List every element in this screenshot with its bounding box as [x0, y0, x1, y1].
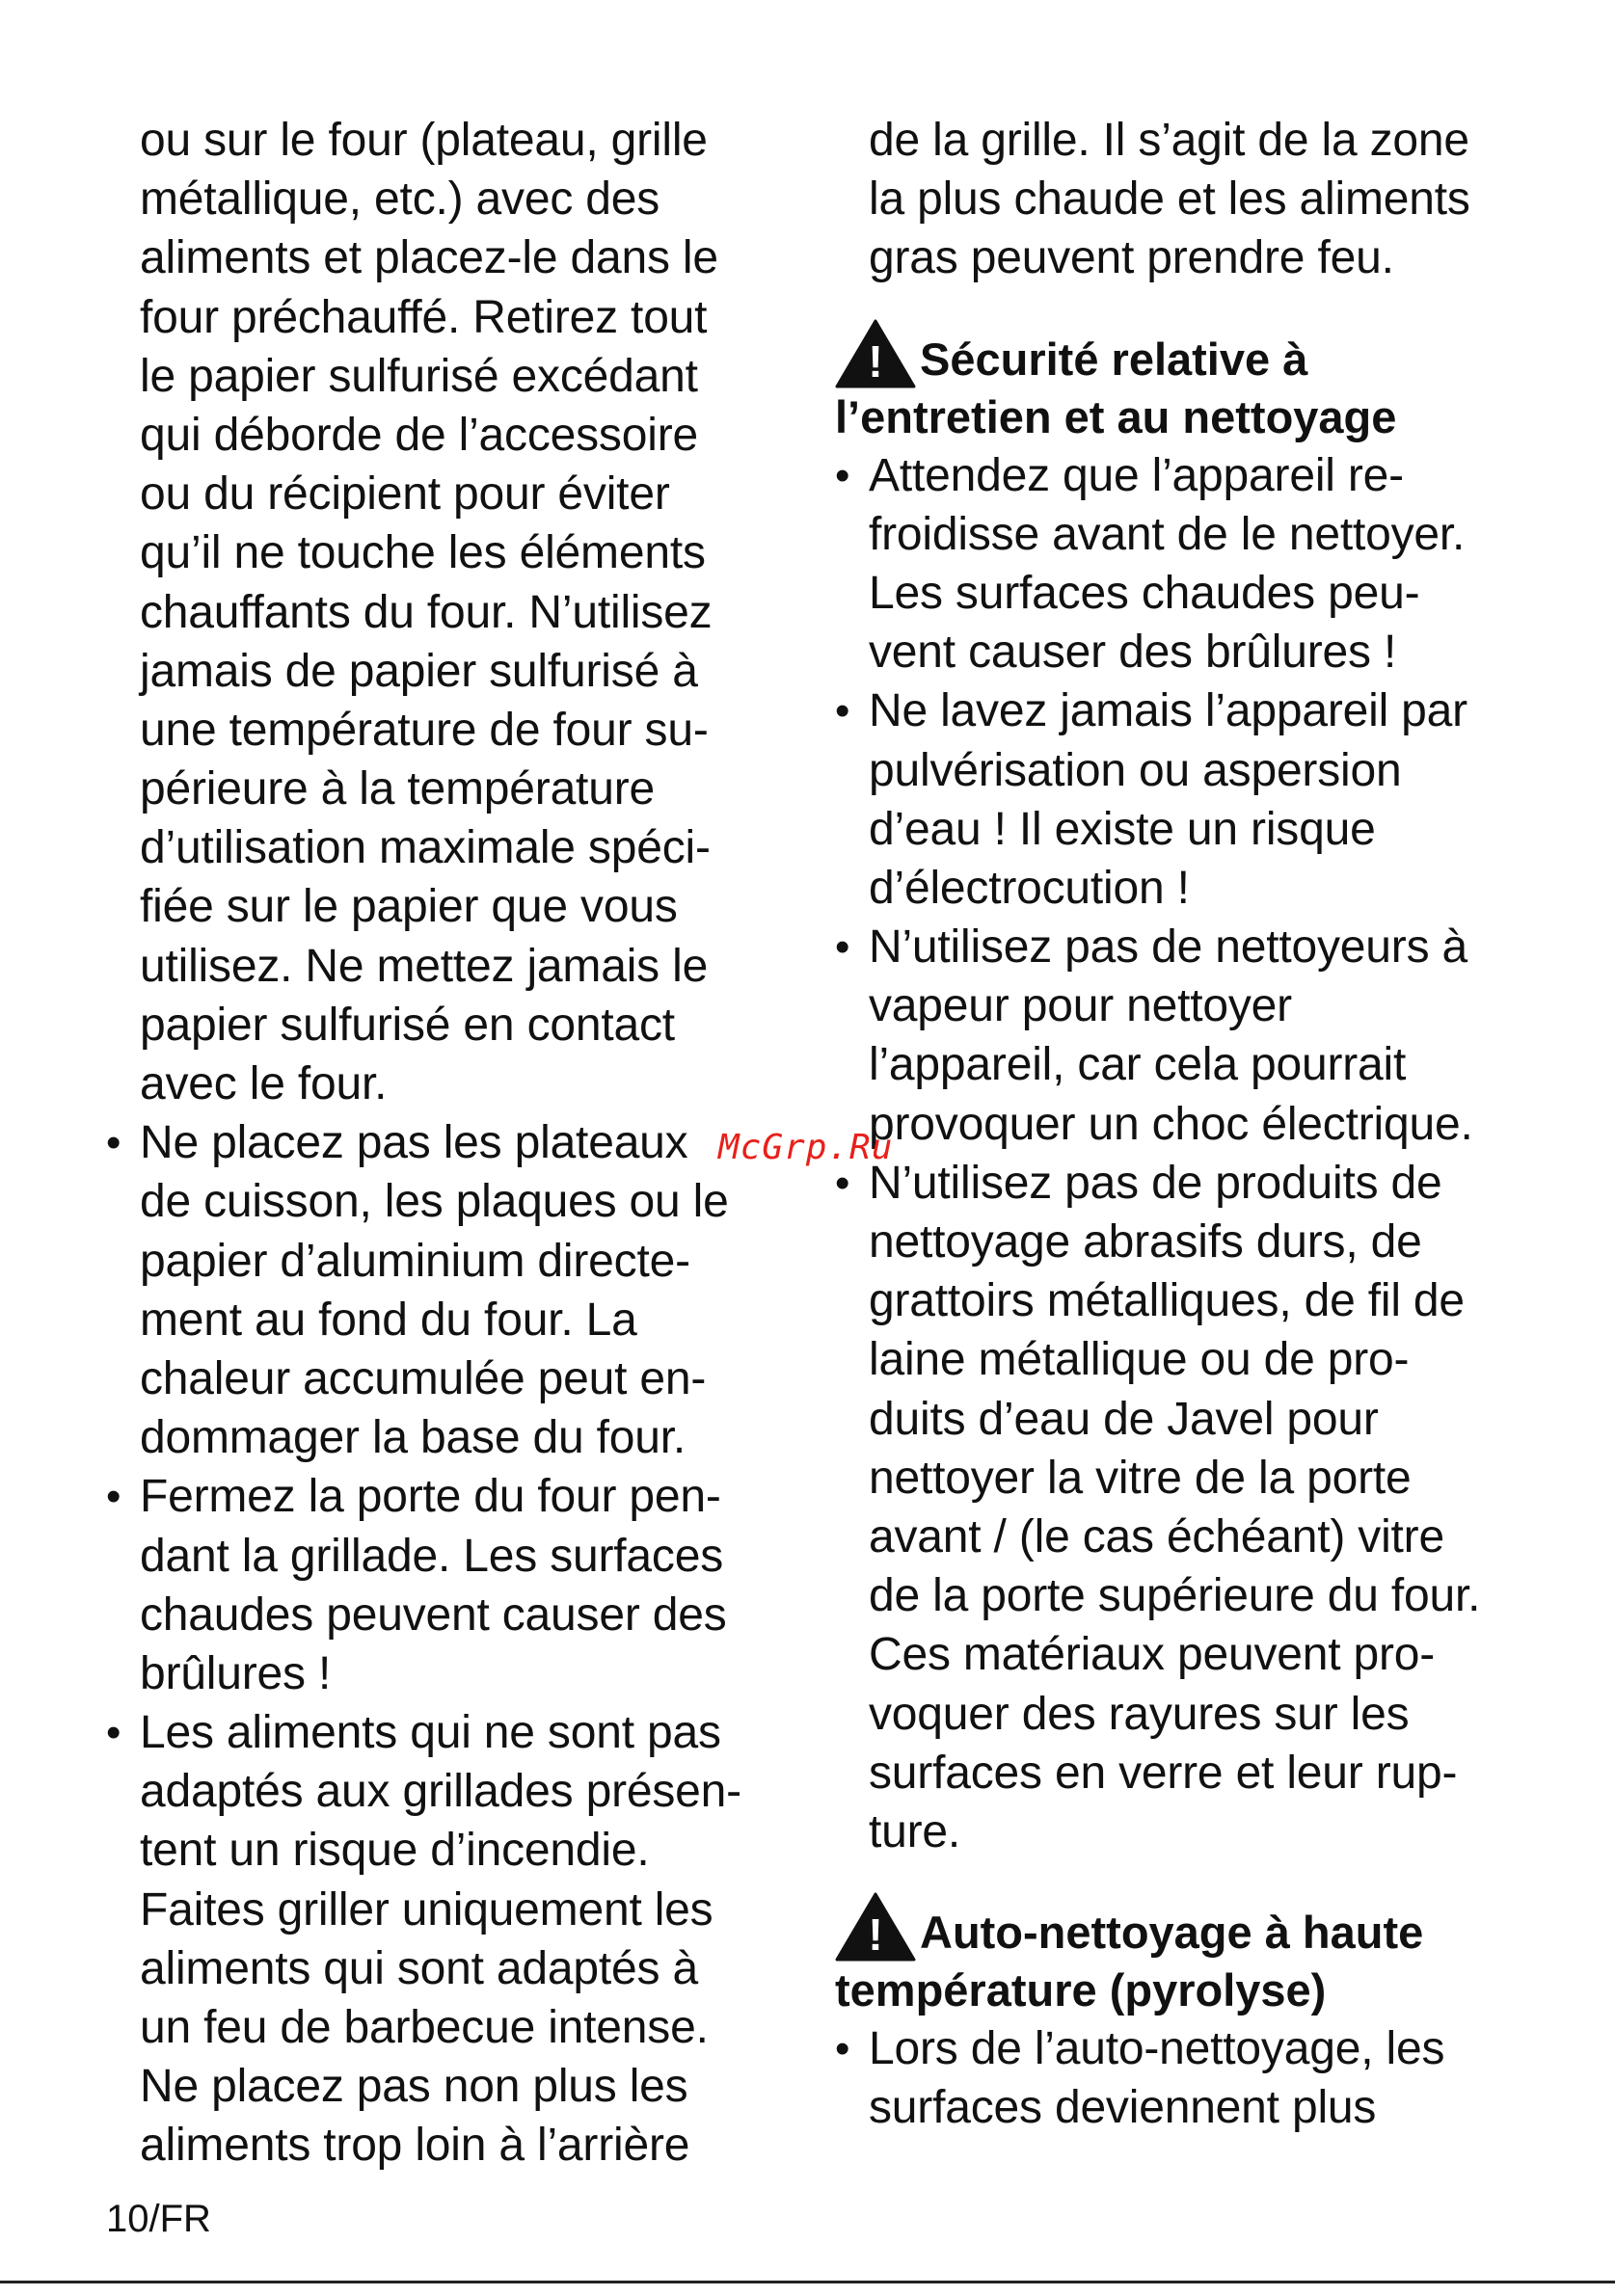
pyrolysis-bullet-list	[835, 2019, 1539, 2137]
text-line: voquer des rayures sur les	[869, 1688, 1410, 1740]
text-line: utilisez. Ne mettez jamais le	[140, 940, 709, 992]
text-line: avant / (le cas échéant) vitre	[869, 1510, 1444, 1562]
text-line: chauffants du four. N’utilisez	[140, 586, 713, 638]
text-line: d’électrocution !	[869, 862, 1190, 914]
watermark: McGrp.Ru	[718, 1128, 894, 1167]
text-line: vapeur pour nettoyer	[869, 980, 1292, 1032]
warning-mark: !	[868, 335, 883, 387]
text-line: four préchauffé. Retirez tout	[140, 291, 708, 343]
text-line: qui déborde de l’accessoire	[140, 409, 698, 461]
text-line: nettoyage abrasifs durs, de	[869, 1216, 1422, 1268]
text-line: ou sur le four (plateau, grille	[140, 115, 708, 166]
text-line: papier sulfurisé en contact	[140, 999, 675, 1051]
text-line: ment au fond du four. La	[140, 1294, 637, 1346]
warning-triangle-icon	[835, 1892, 916, 1962]
text-line: chaleur accumulée peut en-	[140, 1352, 707, 1404]
text-line: N’utilisez pas de nettoyeurs à	[869, 921, 1468, 974]
text-line: fiée sur le papier que vous	[140, 881, 678, 933]
bullet-dot: •	[106, 1473, 121, 1521]
text-line: surfaces en verre et leur rup-	[869, 1747, 1458, 1799]
text-line: chaudes peuvent causer des	[140, 1589, 727, 1641]
warning-mark: !	[868, 1909, 883, 1961]
heading-line-1: Sécurité relative à	[920, 333, 1308, 385]
bullet-item	[106, 1113, 781, 1467]
right-column	[835, 111, 1539, 2137]
text-line: la plus chaude et les aliments	[869, 174, 1470, 226]
text-line: vent causer des brûlures !	[869, 627, 1397, 679]
text-line: aliments qui sont adaptés à	[140, 1942, 698, 1994]
text-line: nettoyer la vitre de la porte	[869, 1452, 1412, 1504]
bullet-item	[835, 681, 1539, 918]
text-line: dommager la base du four.	[140, 1412, 686, 1464]
text-line: dant la grillade. Les surfaces	[140, 1530, 724, 1582]
text-line: métallique, etc.) avec des	[140, 174, 660, 226]
text-line: gras peuvent prendre feu.	[869, 232, 1394, 284]
text-line: froidisse avant de le nettoyer.	[869, 508, 1466, 560]
text-line: Ne placez pas les plateaux	[140, 1117, 688, 1169]
text-line: N’utilisez pas de produits de	[869, 1157, 1442, 1209]
text-line: aliments et placez-le dans le	[140, 232, 718, 284]
bullet-dot: •	[835, 2025, 850, 2073]
text-line: laine métallique ou de pro-	[869, 1334, 1410, 1386]
text-line: tent un risque d’incendie.	[140, 1825, 650, 1877]
bullet-dot: •	[835, 1159, 850, 1207]
bullet-dot: •	[106, 1119, 121, 1167]
page-number: 10/FR	[106, 2198, 211, 2240]
text-line: provoquer un choc électrique.	[869, 1098, 1473, 1150]
section-heading-pyrolysis	[835, 1894, 1539, 1962]
text-line: surfaces deviennent plus	[869, 2082, 1377, 2134]
bottom-rule	[0, 2281, 1615, 2283]
bullet-dot: •	[835, 687, 850, 735]
text-line: papier d’aluminium directe-	[140, 1235, 690, 1287]
text-line: aliments trop loin à l’arrière	[140, 2120, 690, 2172]
heading-line-2: l’entretien et au nettoyage	[835, 390, 1397, 442]
text-line: de la porte supérieure du four.	[869, 1570, 1481, 1622]
text-line: le papier sulfurisé excédant	[140, 350, 698, 402]
left-column	[106, 111, 781, 2176]
text-line: avec le four.	[140, 1058, 388, 1109]
text-line: une température de four su-	[140, 704, 709, 756]
text-line: grattoirs métalliques, de fil de	[869, 1275, 1465, 1327]
bullet-item	[106, 1703, 781, 2176]
bullet-item	[106, 1467, 781, 1703]
text-line: périeure à la température	[140, 763, 655, 815]
left-intro-paragraph	[106, 111, 781, 1113]
heading-line-2: température (pyrolyse)	[835, 1964, 1327, 2016]
text-line: Fermez la porte du four pen-	[140, 1471, 721, 1523]
bullet-item	[835, 1154, 1539, 1861]
bullet-dot: •	[106, 1709, 121, 1757]
text-line: adaptés aux grillades présen-	[140, 1766, 741, 1818]
text-line: jamais de papier sulfurisé à	[140, 645, 698, 697]
text-line: Attendez que l’appareil re-	[869, 449, 1404, 501]
bullet-dot: •	[835, 451, 850, 499]
maintenance-bullet-list	[835, 446, 1539, 1862]
text-line: pulvérisation ou aspersion	[869, 744, 1402, 796]
text-line: d’eau ! Il existe un risque	[869, 803, 1376, 855]
right-intro-paragraph	[835, 111, 1539, 288]
text-line: d’utilisation maximale spéci-	[140, 822, 711, 874]
warning-triangle-icon	[835, 319, 916, 388]
bullet-dot: •	[835, 923, 850, 972]
left-bullet-list	[106, 1113, 781, 2175]
heading-line-1: Auto-nettoyage à haute	[920, 1907, 1424, 1959]
text-line: Ne lavez jamais l’appareil par	[869, 685, 1467, 737]
text-line: un feu de barbecue intense.	[140, 2002, 709, 2053]
text-line: Lors de l’auto-nettoyage, les	[869, 2023, 1445, 2075]
text-line: l’appareil, car cela pourrait	[869, 1039, 1407, 1091]
section-heading-maintenance	[835, 321, 1539, 388]
text-line: Faites griller uniquement les	[140, 1883, 713, 1936]
text-line: brûlures !	[140, 1647, 332, 1699]
text-line: ture.	[869, 1805, 961, 1857]
section-gap	[835, 288, 1539, 321]
text-line: duits d’eau de Javel pour	[869, 1393, 1379, 1445]
section-gap	[835, 1861, 1539, 1894]
text-line: Les surfaces chaudes peu-	[869, 567, 1420, 619]
text-line: Ne placez pas non plus les	[140, 2061, 688, 2113]
text-line: de cuisson, les plaques ou le	[140, 1176, 729, 1228]
text-line: ou du récipient pour éviter	[140, 468, 670, 521]
text-line: Ces matériaux peuvent pro-	[869, 1629, 1436, 1681]
bullet-item	[835, 446, 1539, 682]
text-line: de la grille. Il s’agit de la zone	[869, 115, 1469, 166]
text-line: Les aliments qui ne sont pas	[140, 1707, 721, 1759]
bullet-item	[835, 918, 1539, 1154]
bullet-item	[835, 2019, 1539, 2137]
text-line: qu’il ne touche les éléments	[140, 527, 706, 579]
